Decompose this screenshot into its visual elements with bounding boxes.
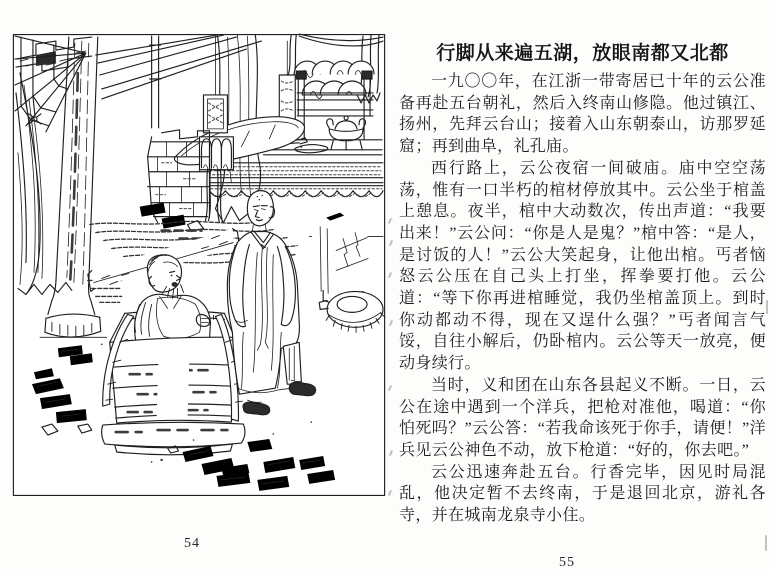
chapter-title: 行脚从来遍五湖，放眼南都又北都: [436, 43, 729, 64]
gutter-speck: [389, 320, 393, 326]
edge-speck: [766, 300, 768, 314]
left-page-number: 54: [184, 536, 200, 551]
gutter-speck: [389, 240, 393, 246]
gutter-speck: [388, 218, 392, 224]
gutter-speck: [388, 272, 392, 278]
gutter-speck: [389, 450, 393, 456]
paragraph-2: 西行路上，云公夜宿一间破庙。庙中空空荡荡，惟有一口半朽的棺材停放其中。云公坐于棺盖上憩息。夜半，棺中大动数次，传出声道：“我要出来！”云公问：“你是人是鬼？”棺中答：“是人，是讨饭的人！”云公大笑起身，让他出棺。丐者恼怒云公压在自己头上打坐，挥拳要打他。云公道：“等下你再进棺睡觉，我仍坐棺盖顶上。到时你动都动不得，现在又逞什么强？”丐者闻言气馁，自往小解后，仍卧棺内。云公等天一放亮，便动身续行。: [399, 159, 766, 373]
edge-speck: [765, 535, 767, 551]
beggar-torso: [135, 294, 211, 340]
illustration-frame: [12, 33, 386, 497]
temple-coffin-illustration: [12, 33, 386, 497]
body-text: [399, 71, 766, 527]
paragraph-4: 云公迅速奔赴五台。行香完毕，因见时局混乱，他决定暂不去终南，于是退回北京，游礼各寺，并在城南龙泉寺小住。: [399, 463, 766, 525]
gutter-speck: [388, 385, 392, 391]
paragraph-3: 当时，义和团在山东各县起义不断。一日，云公在途中遇到一个洋兵，把枪对准他，喝道：“你怕死吗？”云公答：“若我命该死于你手，请便！”洋兵见云公神色不动，放下枪道：“好的，你去吧。”: [399, 376, 766, 459]
paragraph-1: 一九〇〇年，在江浙一带寄居已十年的云公准备再赴五台朝礼，然后入终南山修隐。他过镇江、扬州，先拜云台山；接着入山东朝泰山，访那罗延窟；再到曲阜，礼孔庙。: [399, 73, 766, 156]
right-page-number: 55: [559, 555, 575, 570]
gutter-speck: [388, 490, 392, 496]
